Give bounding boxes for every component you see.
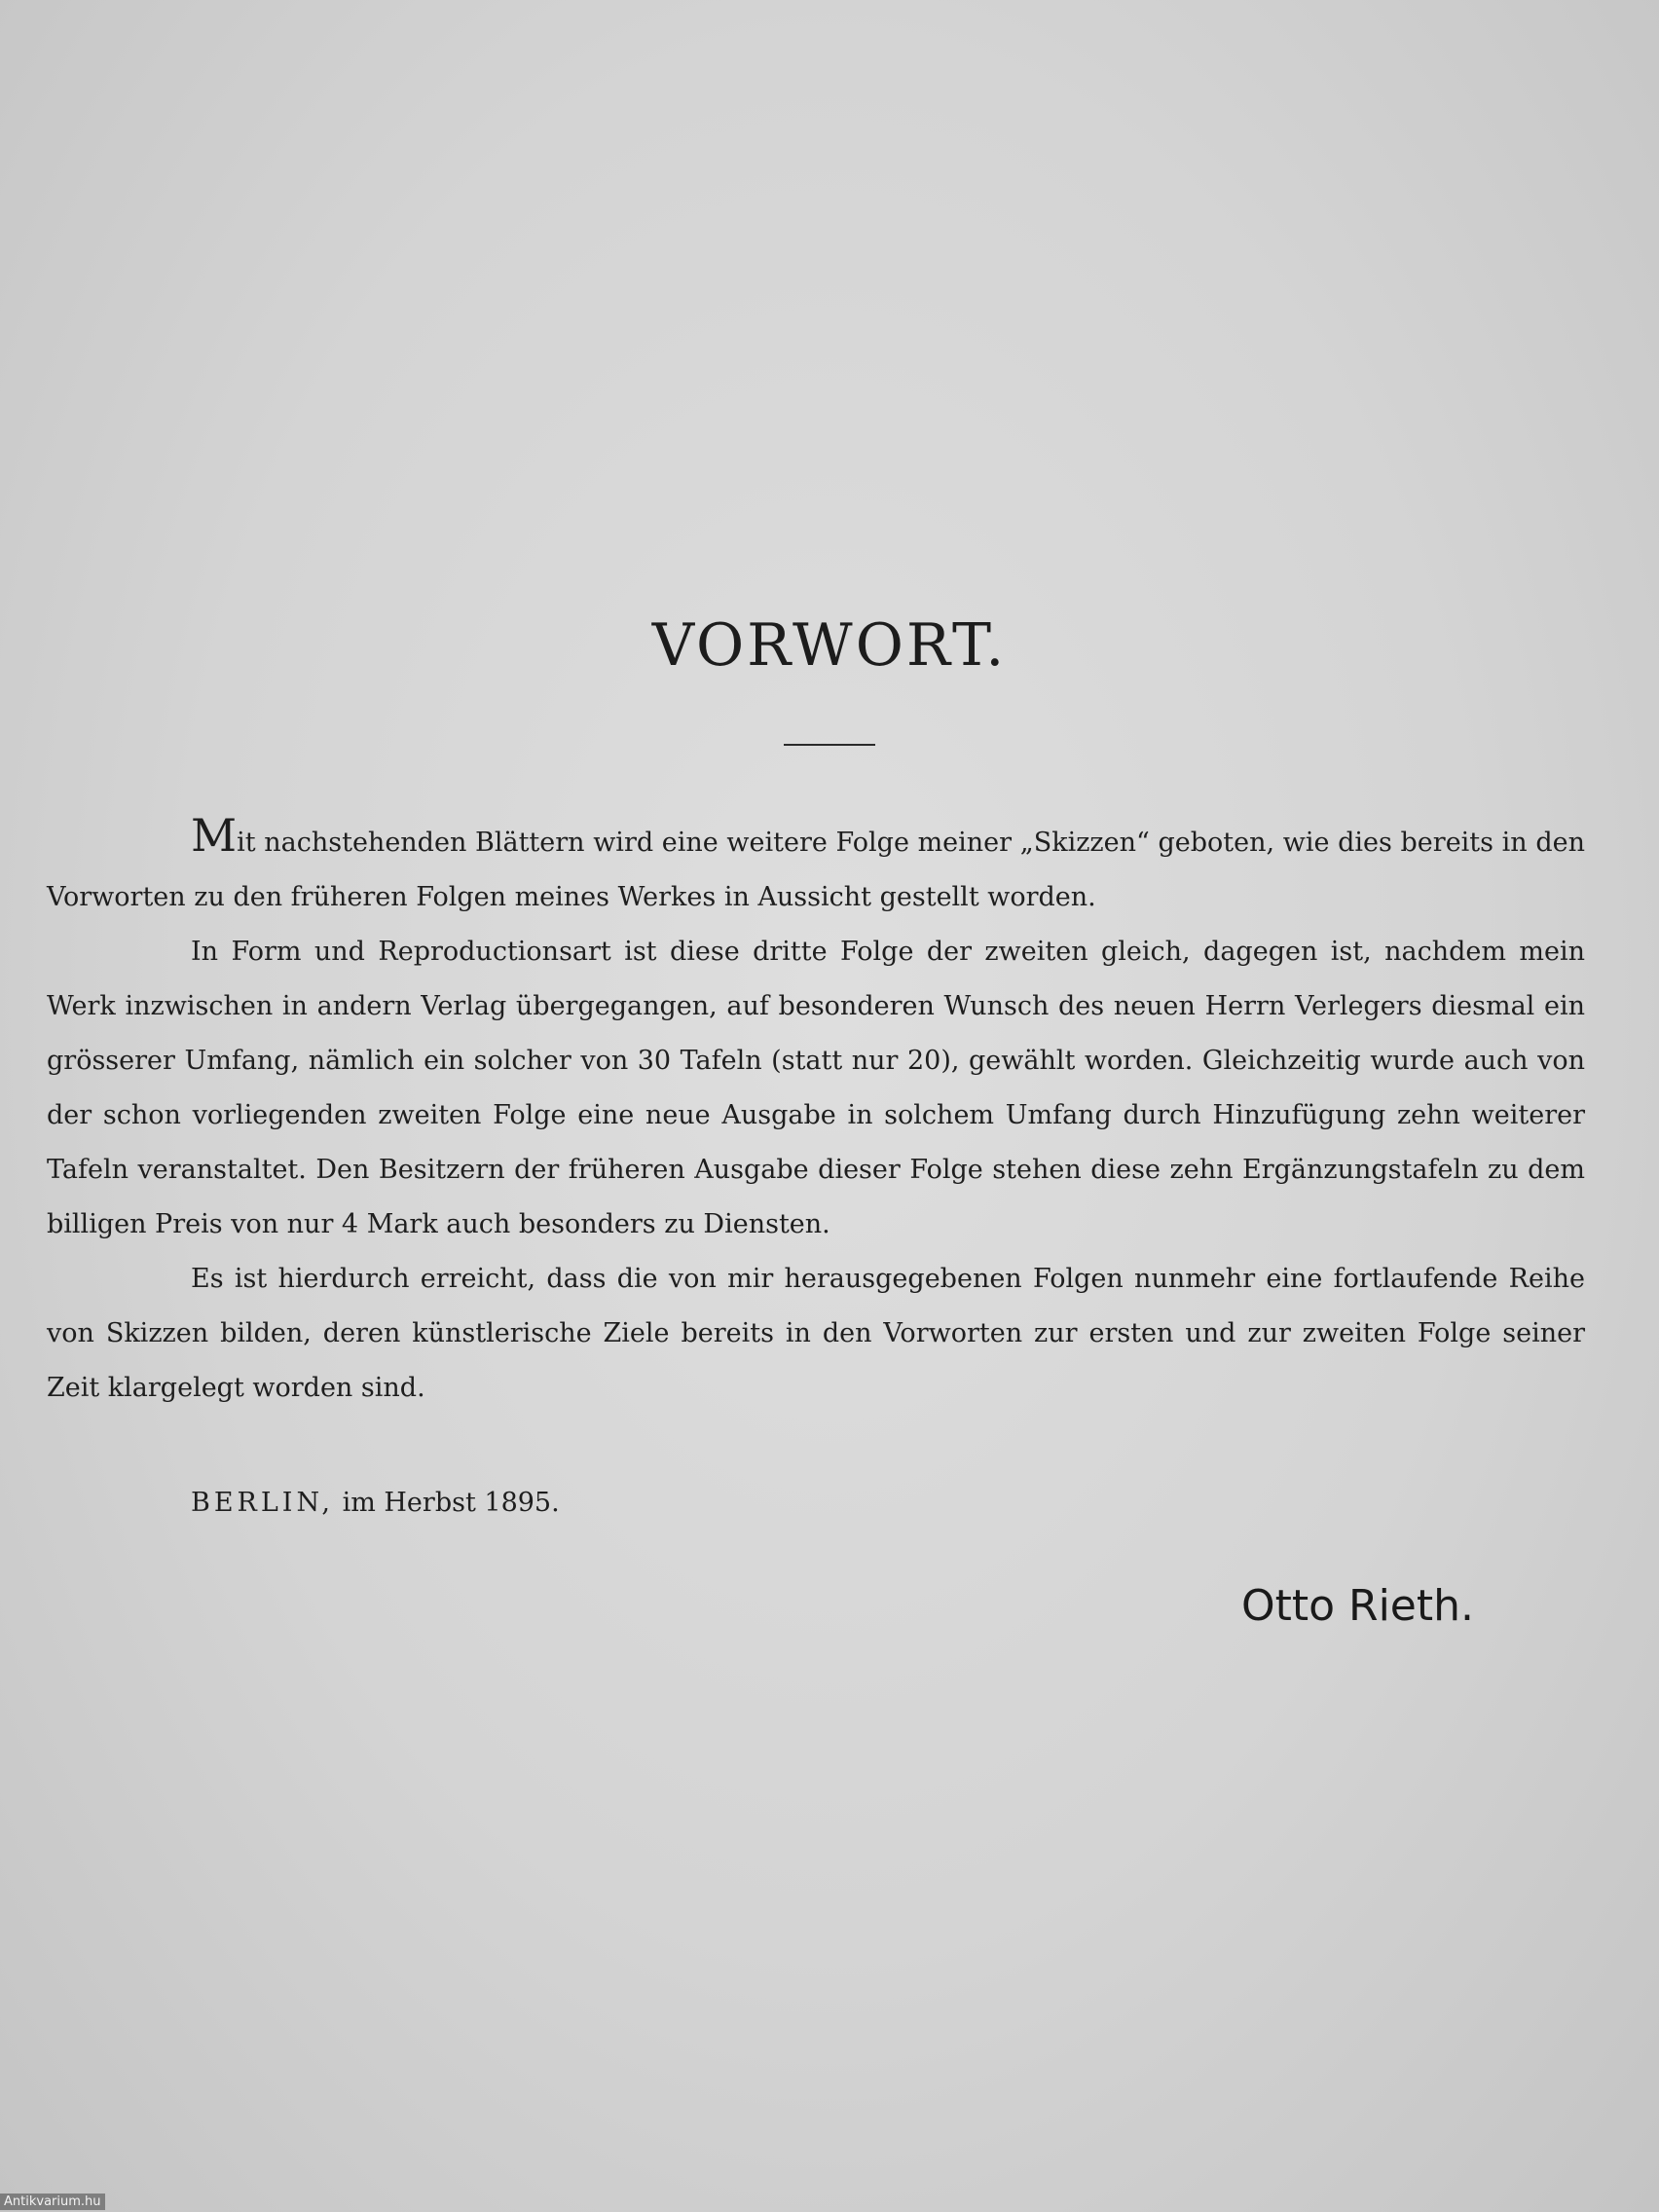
paragraph-1-text: it nachstehenden Blättern wird eine weitere Folge meiner „Skizzen“ geboten, wie dies bereits in den Vorworten zu den früheren Folgen meines Werkes in Aussicht gestellt worden. [47,828,1585,912]
watermark-label: Antikvarium.hu [0,2194,105,2210]
dateline-date: im Herbst 1895. [342,1488,560,1518]
paragraph-1 [47,809,1585,925]
title-divider [784,744,875,746]
paragraph-2: In Form und Reproductionsart ist diese dritte Folge der zweiten gleich, dagegen ist, nachdem mein Werk inzwischen in andern Verlag übergegangen, auf besonderen Wunsch des neuen Herrn Verlegers diesmal ein grösserer Umfang, nämlich ein solcher von 30 Tafeln (statt nur 20), gewählt worden. Gleichzeitig wurde auch von der schon vorliegenden zweiten Folge eine neue Ausgabe in solchem Umfang durch Hinzufügung zehn weiterer Tafeln veranstaltet. Den Besitzern der früheren Ausgabe dieser Folge stehen diese zehn Ergänzungstafeln zu dem billigen Preis von nur 4 Mark auch besonders zu Diensten. [47,937,1585,1239]
dateline [191,1488,560,1518]
page-title: VORWORT. [651,611,1008,680]
author-signature: Otto Rieth. [1240,1581,1474,1631]
dateline-city: BERLIN, [191,1488,334,1518]
initial-letter: M [191,809,238,862]
paragraph-3: Es ist hierdurch erreicht, dass die von mir herausgegebenen Folgen nunmehr eine fortlaufende Reihe von Skizzen bilden, deren künstlerische Ziele bereits in den Vorworten zur ersten und zur zweiten Folge seiner Zeit klargelegt worden sind. [47,1264,1585,1403]
preface-body [47,809,1585,1416]
